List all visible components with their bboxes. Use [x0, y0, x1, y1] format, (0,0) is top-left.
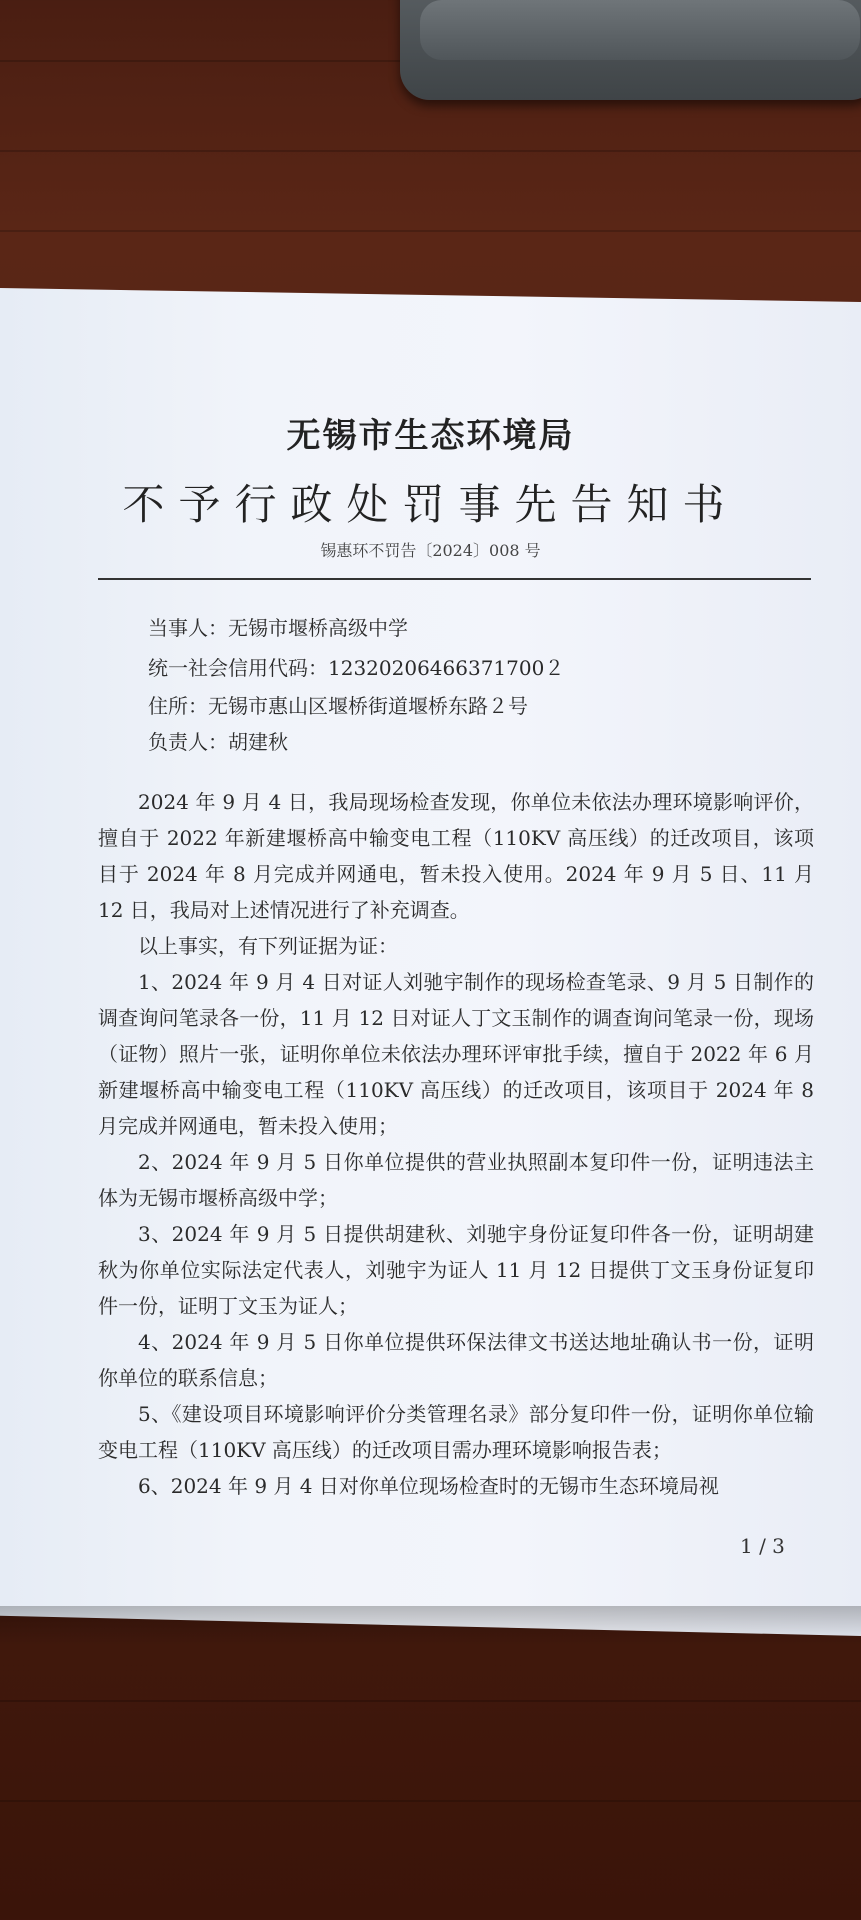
field-responsible-person [148, 726, 288, 755]
header-divider [98, 578, 811, 580]
evidence-item-6: 6、2024 年 9 月 4 日对你单位现场检查时的无锡市生态环境局视 [138, 1474, 719, 1498]
paragraph-evidence-intro: 以上事实，有下列证据为证： [138, 934, 398, 958]
page-number: 1 / 3 [740, 1534, 785, 1558]
field-value: 无锡市堰桥高级中学 [228, 616, 408, 640]
document-body [98, 784, 814, 1504]
evidence-item-3: 3、2024 年 9 月 5 日提供胡建秋、刘驰宇身份证复印件各一份，证明胡建秋为你单位实际法定代表人，刘驰宇为证人 11 月 12 日提供丁文玉身份证复印件一份，证明丁文玉为证人； [98, 1222, 814, 1318]
paper-shadow [0, 1606, 861, 1646]
field-label: 当事人： [148, 616, 228, 640]
device-surface [420, 0, 860, 60]
agency-name: 无锡市生态环境局 [286, 416, 575, 456]
field-value: 12320206466371700２ [328, 656, 565, 680]
evidence-item-4: 4、2024 年 9 月 5 日你单位提供环保法律文书送达地址确认书一份，证明你单位的联系信息； [98, 1330, 814, 1390]
field-label: 统一社会信用代码： [148, 656, 328, 680]
field-party [148, 612, 408, 641]
field-address [148, 690, 528, 719]
field-label: 住所： [148, 694, 208, 718]
document-title: 不予行政处罚事先告知书 [122, 480, 739, 529]
evidence-item-2: 2、2024 年 9 月 5 日你单位提供的营业执照副本复印件一份，证明违法主体为无锡市堰桥高级中学； [98, 1150, 814, 1210]
field-label: 负责人： [148, 730, 228, 754]
dark-device-object [400, 0, 861, 100]
field-value: 胡建秋 [228, 730, 288, 754]
field-credit-code [148, 652, 564, 681]
evidence-item-1: 1、2024 年 9 月 4 日对证人刘驰宇制作的现场检查笔录、9 月 5 日制作的调查询问笔录各一份，11 月 12 日对证人丁文玉制作的调查询问笔录一份，现场（证物）照片一张，证明你单位未依法办理环评审批手续，擅自于 2022 年 6 月新建堰桥高中输变电工程（110KV 高压线）的迁改项目，该项目于 2024 年 8 月完成并网通电，暂未投入使用； [98, 970, 814, 1138]
paragraph-facts: 2024 年 9 月 4 日，我局现场检查发现，你单位未依法办理环境影响评价，擅自于 2022 年新建堰桥高中输变电工程（110KV 高压线）的迁改项目，该项目于 2024 年 8 月完成并网通电，暂未投入使用。2024 年 9 月 5 日、11 月 12 日，我局对上述情况进行了补充调查。 [98, 790, 814, 922]
document-number: 锡惠环不罚告〔2024〕008 号 [320, 541, 541, 560]
field-value: 无锡市惠山区堰桥街道堰桥东路２号 [208, 694, 528, 718]
evidence-item-5: 5、《建设项目环境影响评价分类管理名录》部分复印件一份，证明你单位输变电工程（110KV 高压线）的迁改项目需办理环境影响报告表； [98, 1402, 814, 1462]
